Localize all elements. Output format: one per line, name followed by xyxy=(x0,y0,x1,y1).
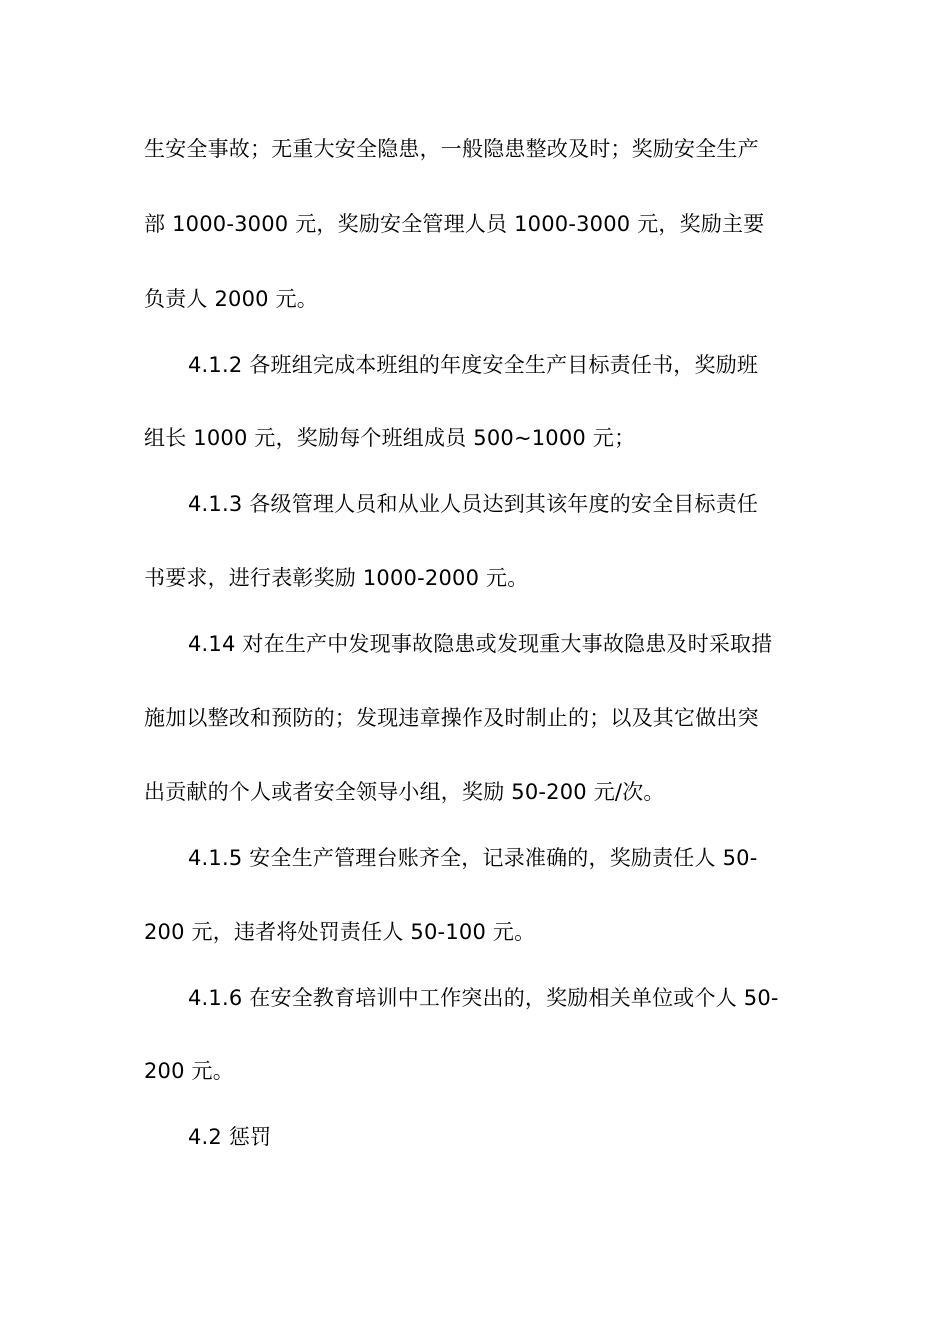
paragraph-heading-4-1-2: 4.1.2 各班组完成本班组的年度安全生产目标责任书，奖励班 xyxy=(188,353,759,377)
paragraph-heading-4-1-3: 4.1.3 各级管理人员和从业人员达到其该年度的安全目标责任 xyxy=(188,492,759,516)
text-line: 出贡献的个人或者安全领导小组，奖励 50-200 元/次。 xyxy=(144,780,665,804)
paragraph-heading-4-1-4: 4.14 对在生产中发现事故隐患或发现重大事故隐患及时采取措 xyxy=(188,632,773,656)
text-line: 生安全事故；无重大安全隐患，一般隐患整改及时；奖励安全生产 xyxy=(144,137,759,161)
text-line: 200 元。 xyxy=(144,1059,234,1083)
paragraph-heading-4-1-5: 4.1.5 安全生产管理台账齐全，记录准确的，奖励责任人 50- xyxy=(188,846,758,870)
text-line: 部 1000-3000 元，奖励安全管理人员 1000-3000 元，奖励主要 xyxy=(144,212,765,236)
text-line: 负责人 2000 元。 xyxy=(144,287,318,311)
text-line: 书要求，进行表彰奖励 1000-2000 元。 xyxy=(144,566,529,590)
text-line: 组长 1000 元，奖励每个班组成员 500~1000 元； xyxy=(144,426,636,450)
text-line: 施加以整改和预防的；发现违章操作及时制止的；以及其它做出突 xyxy=(144,706,759,730)
paragraph-heading-4-1-6: 4.1.6 在安全教育培训中工作突出的，奖励相关单位或个人 50- xyxy=(188,986,779,1010)
text-line: 200 元，违者将处罚责任人 50-100 元。 xyxy=(144,920,536,944)
section-heading-4-2: 4.2 惩罚 xyxy=(188,1125,272,1149)
